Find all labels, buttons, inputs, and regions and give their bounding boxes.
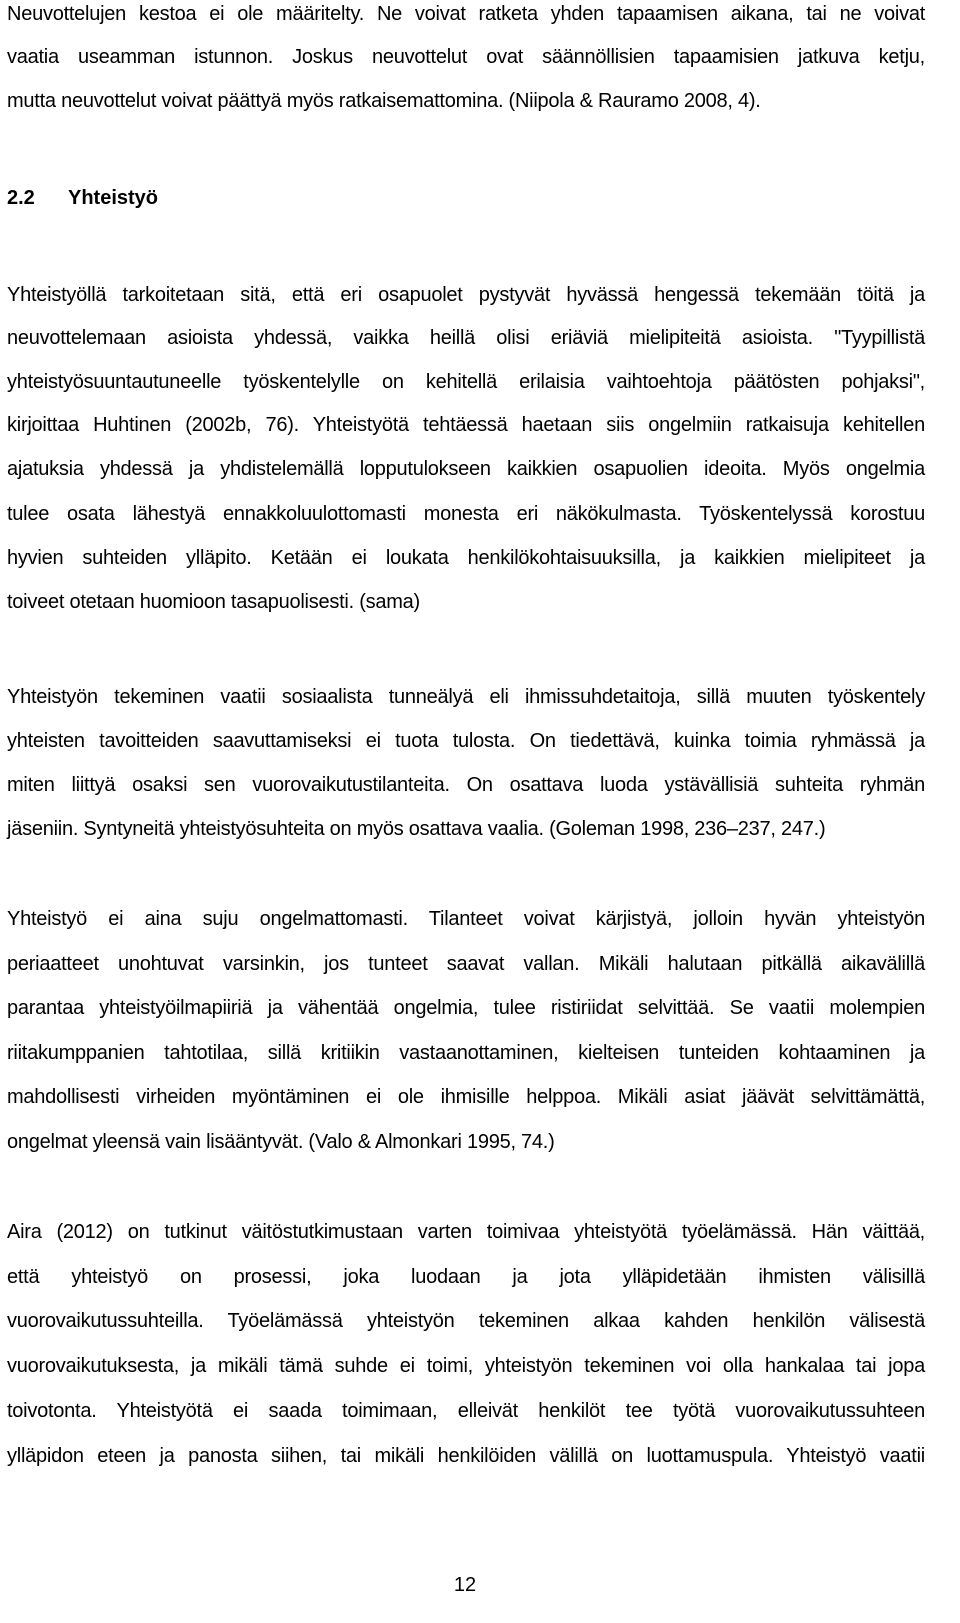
page-number: 12 (453, 1574, 477, 1596)
paragraph-line: yhteisten tavoitteiden saavuttamiseksi ei tuota tulosta. On tiedettävä, kuinka toimia ryhmässä ja (7, 730, 925, 752)
paragraph-line: jäseniin. Syntyneitä yhteistyösuhteita on myös osattava vaalia. (Goleman 1998, 236–237, 247.) (7, 818, 826, 840)
section-title: Yhteistyö (68, 187, 159, 209)
paragraph-line: miten liittyä osaksi sen vuorovaikutustilanteita. On osattava luoda ystävällisiä suhteita ryhmän (7, 774, 925, 796)
paragraph-line: Neuvottelujen kestoa ei ole määritelty. Ne voivat ratketa yhden tapaamisen aikana, tai ne voivat (7, 3, 925, 25)
paragraph-line: mahdollisesti virheiden myöntäminen ei ole ihmisille helppoa. Mikäli asiat jäävät selvittämättä, (7, 1086, 925, 1108)
paragraph-line: yhteistyösuuntautuneelle työskentelylle on kehitellä erilaisia vaihtoehtoja päätösten pohjaksi", (7, 371, 925, 393)
paragraph-line: parantaa yhteistyöilmapiiriä ja vähentää ongelmia, tulee ristiriidat selvittää. Se vaatii molempien (7, 997, 925, 1019)
paragraph-line: tulee osata lähestyä ennakkoluulottomasti monesta eri näkökulmasta. Työskentelyssä korostuu (7, 503, 925, 525)
paragraph-line: Yhteistyö ei aina suju ongelmattomasti. Tilanteet voivat kärjistyä, jolloin hyvän yhteistyön (7, 908, 925, 930)
paragraph-line: että yhteistyö on prosessi, joka luodaan ja jota ylläpidetään ihmisten välisillä (7, 1266, 925, 1288)
paragraph-line: toiveet otetaan huomioon tasapuolisesti. (sama) (7, 591, 420, 613)
paragraph-line: ylläpidon eteen ja panosta siihen, tai mikäli henkilöiden välillä on luottamuspula. Yhteistyö vaatii (7, 1445, 925, 1467)
section-number: 2.2 (7, 187, 35, 209)
paragraph-line: vuorovaikutuksesta, ja mikäli tämä suhde ei toimi, yhteistyön tekeminen voi olla hankalaa tai jopa (7, 1355, 925, 1377)
paragraph-line: riitakumppanien tahtotilaa, sillä kritiikin vastaanottaminen, kielteisen tunteiden kohtaaminen ja (7, 1042, 925, 1064)
paragraph-line: vaatia useamman istunnon. Joskus neuvottelut ovat säännöllisien tapaamisien jatkuva ketju, (7, 46, 925, 68)
paragraph-line: ongelmat yleensä vain lisääntyvät. (Valo & Almonkari 1995, 74.) (7, 1131, 555, 1153)
paragraph-line: ajatuksia yhdessä ja yhdistelemällä lopputulokseen kaikkien osapuolien ideoita. Myös ongelmia (7, 458, 925, 480)
paragraph-line: toivotonta. Yhteistyötä ei saada toimimaan, elleivät henkilöt tee työtä vuorovaikutussuhteen (7, 1400, 925, 1422)
paragraph-line: hyvien suhteiden ylläpito. Ketään ei loukata henkilökohtaisuuksilla, ja kaikkien mielipiteet ja (7, 547, 925, 569)
paragraph-line: neuvottelemaan asioista yhdessä, vaikka heillä olisi eriäviä mielipiteitä asioista. "Tyypillistä (7, 327, 925, 349)
paragraph-line: mutta neuvottelut voivat päättyä myös ratkaisemattomina. (Niipola & Rauramo 2008, 4). (7, 90, 761, 112)
paragraph-line: Yhteistyöllä tarkoitetaan sitä, että eri osapuolet pystyvät hyvässä hengessä tekemään töitä ja (7, 284, 925, 306)
paragraph-line: Yhteistyön tekeminen vaatii sosiaalista tunneälyä eli ihmissuhdetaitoja, sillä muuten työskentely (7, 686, 925, 708)
paragraph-line: periaatteet unohtuvat varsinkin, jos tunteet saavat vallan. Mikäli halutaan pitkällä aikavälillä (7, 953, 925, 975)
paragraph-line: vuorovaikutussuhteilla. Työelämässä yhteistyön tekeminen alkaa kahden henkilön välisestä (7, 1310, 925, 1332)
paragraph-line: kirjoittaa Huhtinen (2002b, 76). Yhteistyötä tehtäessä haetaan siis ongelmiin ratkaisuja kehitellen (7, 414, 925, 436)
paragraph-line: Aira (2012) on tutkinut väitöstutkimustaan varten toimivaa yhteistyötä työelämässä. Hän väittää, (7, 1221, 925, 1243)
